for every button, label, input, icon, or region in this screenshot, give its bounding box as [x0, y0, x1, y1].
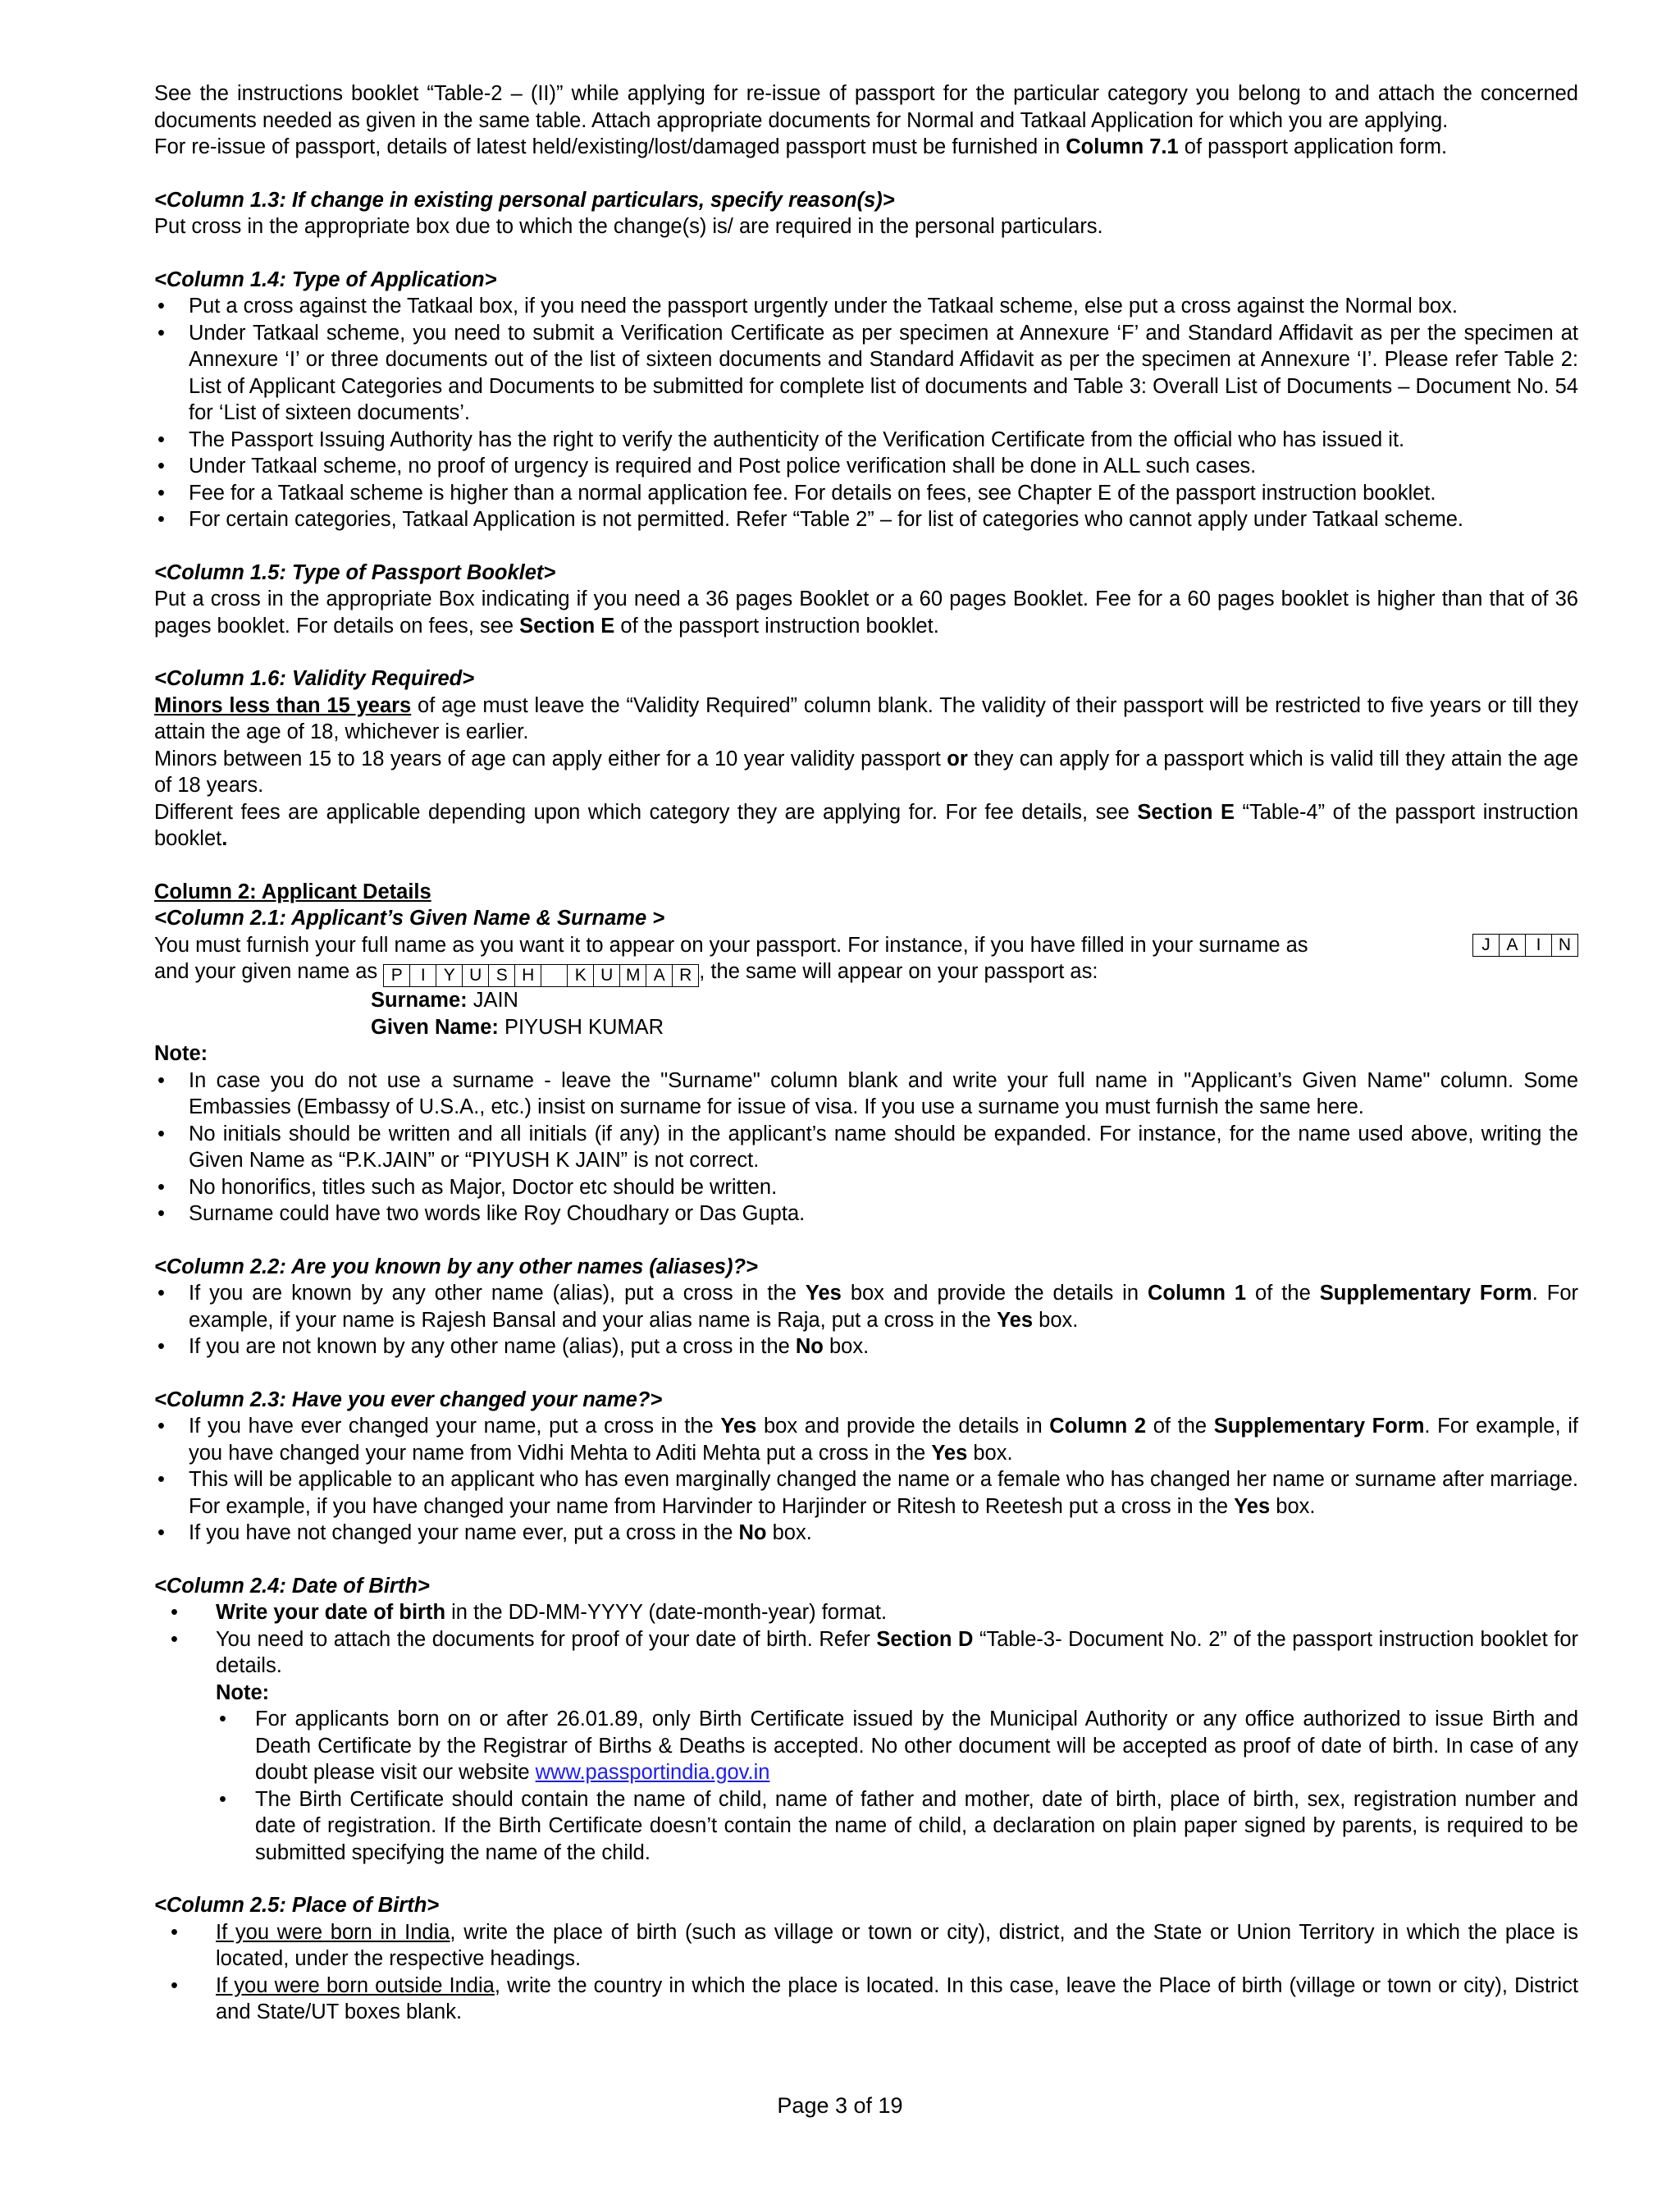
- column-1-6-para-2: Minors between 15 to 18 years of age can apply either for a 10 year validity passport or they can apply for a passport which is valid till they attain the age of 18 years.: [154, 747, 1578, 797]
- column-1-4-list: [154, 293, 1578, 533]
- document-page: [154, 80, 1578, 2026]
- list-item: • Fee for a Tatkaal scheme is higher than a normal application fee. For details on fees, see Chapter E of the passport instruction booklet.: [154, 480, 1578, 507]
- note-label: Note:: [216, 1680, 270, 1704]
- list-item: • Under Tatkaal scheme, you need to submit a Verification Certificate as per specimen at Annexure ‘F’ and Standard Affidavit as per the specimen at Annexure ‘I’ or three documents out of the list of sixteen documents and Standard Affidavit as per the specimen at Annexure ‘I’. Please refer Table 2: List of Applicant Categories and Documents to be submitted for complete list of documents and Table 3: Overall List of Documents – Document No. 54 for ‘List of sixteen documents’.: [154, 320, 1578, 427]
- list-item: • For certain categories, Tatkaal Application is not permitted. Refer “Table 2” – for list of categories who cannot apply under Tatkaal scheme.: [154, 506, 1578, 533]
- note-label: Note:: [154, 1042, 208, 1065]
- column-2-3-list: [154, 1413, 1578, 1547]
- column-2-5-list: [154, 1919, 1578, 2026]
- column-2-3-heading: <Column 2.3: Have you ever changed your name?>: [154, 1388, 663, 1411]
- column-1-4-heading: <Column 1.4: Type of Application>: [154, 267, 497, 291]
- list-item: • In case you do not use a surname - leave the "Surname" column blank and write your full name in "Applicant’s Given Name" column. Some Embassies (Embassy of U.S.A., etc.) insist on surname for issue of visa. If you use a surname you must furnish the same here.: [154, 1068, 1578, 1121]
- list-item: • You need to attach the documents for proof of your date of birth. Refer Section D “Table-3- Document No. 2” of the passport instruction booklet for details. Note: • For applicants born on or after 26.01.89, only Birth Certificate issued by the Municipal Authority or any office authorized to issue Birth and Death Certificate by the Registrar of Births & Deaths is accepted. No other document will be accepted as proof of date of birth. In case of any doubt please visit our website www.passportindia.gov.in • The Birth Certificate should contain the name of child, name of father and mother, date of birth, place of birth, sex, registration number and date of registration. If the Birth Certificate doesn’t contain the name of child, a declaration on plain paper signed by parents, is required to be submitted specifying the name of the child.: [154, 1626, 1578, 1867]
- list-item: • Write your date of birth in the DD-MM-YYYY (date-month-year) format.: [154, 1599, 1578, 1626]
- column-1-6-para-3: Different fees are applicable depending upon which category they are applying for. For fee details, see Section E “Table-4” of the passport instruction booklet.: [154, 800, 1579, 850]
- column-1-6-para-1: Minors less than 15 years of age must leave the “Validity Required” column blank. The validity of their passport will be restricted to five years or till they attain the age of 18, whichever is earlier.: [154, 693, 1578, 743]
- example-given-name: Given Name: PIYUSH KUMAR: [371, 1015, 664, 1039]
- column-2-4-heading: <Column 2.4: Date of Birth>: [154, 1574, 430, 1598]
- list-item: • If you have not changed your name ever, put a cross in the No box.: [154, 1520, 1578, 1547]
- surname-boxes: J A I N: [1472, 934, 1578, 957]
- column-2-5-heading: <Column 2.5: Place of Birth>: [154, 1894, 440, 1917]
- intro-paragraph-2: For re-issue of passport, details of latest held/existing/lost/damaged passport must be furnished in Column 7.1 of passport application form.: [154, 135, 1448, 158]
- column-2-1-heading: <Column 2.1: Applicant’s Given Name & Surname >: [154, 907, 665, 930]
- list-item: • This will be applicable to an applicant who has even marginally changed the name or a female who has changed her name or surname after marriage. For example, if you have changed your name from Harvinder to Harjinder or Ritesh to Reetesh put a cross in the Yes box.: [154, 1466, 1578, 1520]
- page-number: Page 3 of 19: [777, 2093, 903, 2118]
- column-1-3-text: Put cross in the appropriate box due to which the change(s) is/ are required in the personal particulars.: [154, 215, 1103, 238]
- column-1-5-text: Put a cross in the appropriate Box indicating if you need a 36 pages Booklet or a 60 pages Booklet. Fee for a 60 pages booklet is higher than that of 36 pages booklet. For details on fees, see Section E of the passport instruction booklet.: [154, 588, 1578, 638]
- column-1-5-heading: <Column 1.5: Type of Passport Booklet>: [154, 560, 556, 584]
- list-item: • For applicants born on or after 26.01.89, only Birth Certificate issued by the Municipal Authority or any office authorized to issue Birth and Death Certificate by the Registrar of Births & Deaths is accepted. No other document will be accepted as proof of date of birth. In case of any doubt please visit our website www.passportindia.gov.in: [216, 1706, 1578, 1786]
- list-item: • The Passport Issuing Authority has the right to verify the authenticity of the Verification Certificate from the official who has issued it.: [154, 427, 1578, 454]
- column-2-4-notes: [216, 1706, 1578, 1866]
- example-surname: Surname: JAIN: [371, 989, 518, 1012]
- column-2-heading: Column 2: Applicant Details: [154, 880, 431, 903]
- list-item: • If you have ever changed your name, put a cross in the Yes box and provide the details in Column 2 of the Supplementary Form. For example, if you have changed your name from Vidhi Mehta to Aditi Mehta put a cross in the Yes box.: [154, 1413, 1578, 1466]
- list-item: • No honorifics, titles such as Major, Doctor etc should be written.: [154, 1174, 1578, 1201]
- list-item: • If you are not known by any other name (alias), put a cross in the No box.: [154, 1333, 1578, 1360]
- intro-paragraph: See the instructions booklet “Table-2 – (II)” while applying for re-issue of passport for the particular category you belong to and attach the concerned documents needed as given in the same table. Attach appropriate documents for Normal and Tatkaal Application for which you are applying.: [154, 82, 1578, 132]
- list-item: • Put a cross against the Tatkaal box, if you need the passport urgently under the Tatkaal scheme, else put a cross against the Normal box.: [154, 293, 1578, 320]
- list-item: • If you are known by any other name (alias), put a cross in the Yes box and provide the details in Column 1 of the Supplementary Form. For example, if your name is Rajesh Bansal and your alias name is Raja, put a cross in the Yes box.: [154, 1280, 1578, 1333]
- list-item: • Under Tatkaal scheme, no proof of urgency is required and Post police verification shall be done in ALL such cases.: [154, 453, 1578, 480]
- column-1-6-heading: <Column 1.6: Validity Required>: [154, 667, 475, 690]
- list-item: • If you were born in India, write the place of birth (such as village or town or city), district, and the State or Union Territory in which the place is located, under the respective headings.: [154, 1919, 1578, 1973]
- list-item: • No initials should be written and all initials (if any) in the applicant’s name should be expanded. For instance, for the name used above, writing the Given Name as “P.K.JAIN” or “PIYUSH K JAIN” is not correct.: [154, 1121, 1578, 1174]
- list-item: • Surname could have two words like Roy Choudhary or Das Gupta.: [154, 1200, 1578, 1228]
- list-item: • If you were born outside India, write the country in which the place is located. In this case, leave the Place of birth (village or town or city), District and State/UT boxes blank.: [154, 1973, 1578, 2026]
- list-item: • The Birth Certificate should contain the name of child, name of father and mother, date of birth, place of birth, sex, registration number and date of registration. If the Birth Certificate doesn’t contain the name of child, a declaration on plain paper signed by parents, is required to be submitted specifying the name of the child.: [216, 1786, 1578, 1867]
- website-link[interactable]: www.passportindia.gov.in: [535, 1761, 770, 1784]
- given-name-boxes: P I Y U S H K U M A R: [383, 964, 699, 987]
- column-2-1-notes: [154, 1068, 1578, 1228]
- column-2-1-text-line-2: and your given name as P I Y U S H K U M A R , the same will appear on your passport as:: [154, 958, 1578, 987]
- column-1-3-heading: <Column 1.3: If change in existing personal particulars, specify reason(s)>: [154, 188, 895, 212]
- column-2-2-heading: <Column 2.2: Are you known by any other names (aliases)?>: [154, 1255, 758, 1278]
- column-2-4-list: [154, 1599, 1578, 1866]
- column-2-1-text-line-1: You must furnish your full name as you want it to appear on your passport. For instance, if you have filled in your surname as J A I N: [154, 932, 1578, 959]
- column-2-2-list: [154, 1280, 1578, 1360]
